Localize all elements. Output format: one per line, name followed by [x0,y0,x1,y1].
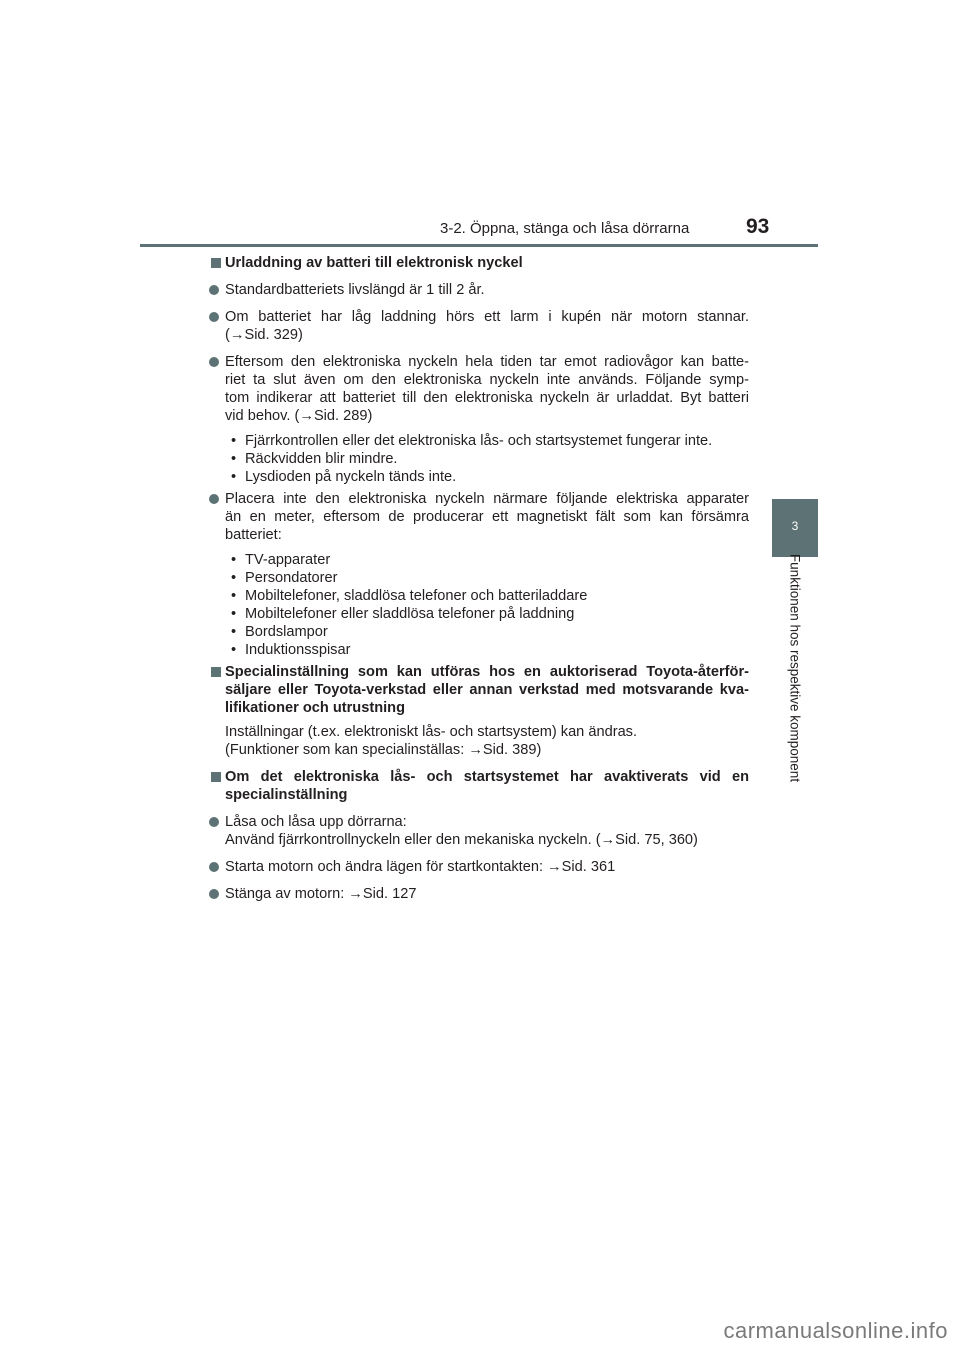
square-bullet-icon [211,667,221,677]
section-heading [209,768,749,804]
bullet-text: Standardbatteriets livslängd är 1 till 2 år. [225,282,485,298]
section-heading-text: Urladdning av batteri till elektronisk nyckel [225,255,523,271]
bullet-text-line: Låsa och låsa upp dörrarna: [225,814,407,830]
bullet-text-line: Använd fjärrkontrollnyckeln eller den mekaniska nyckeln. (→Sid. 75, 360) [225,832,698,848]
round-bullet-icon [209,862,219,872]
device-list [209,551,749,659]
bullet-item [209,490,749,544]
round-bullet-icon [209,817,219,827]
section-heading-line: Specialinställning som kan utföras hos en auktoriserad Toyota-återför- [225,664,749,680]
section-heading-line: Om det elektroniska lås- och startsystemet har avaktiverats vid en [225,769,749,785]
list-item: • Induktionsspisar [231,641,749,659]
list-item: • Mobiltelefoner, sladdlösa telefoner och batteriladdare [231,587,749,605]
page-number: 93 [746,215,770,238]
bullet-item [209,813,749,849]
list-item: • Räckvidden blir mindre. [231,450,749,468]
section-heading [209,254,749,272]
bullet-text: Stänga av motorn: →Sid. 127 [225,886,417,902]
paragraph-line: Inställningar (t.ex. elektroniskt lås- och startsystem) kan ändras. [225,724,638,740]
header-divider [140,244,818,247]
list-item: • Mobiltelefoner eller sladdlösa telefoner på laddning [231,605,749,623]
chapter-number: 3 [791,519,799,533]
list-item: • Persondatorer [231,569,749,587]
list-item: • Fjärrkontrollen eller det elektroniska lås- och startsystemet fungerar inte. [231,432,749,450]
square-bullet-icon [211,772,221,782]
list-item: • Lysdioden på nyckeln tänds inte. [231,468,749,486]
round-bullet-icon [209,285,219,295]
bullet-item [209,858,749,876]
round-bullet-icon [209,312,219,322]
bullet-text-line: batteriet: [225,527,282,543]
list-item: • Bordslampor [231,623,749,641]
square-bullet-icon [211,258,221,268]
bullet-text-line: Placera inte den elektroniska nyckeln närmare följande elektriska apparater [225,491,749,507]
bullet-item [209,308,749,344]
round-bullet-icon [209,494,219,504]
site-watermark: carmanualsonline.info [723,1318,948,1343]
section-heading-line: specialinställning [225,787,348,803]
bullet-text-line: än en meter, eftersom de producerar ett magnetiskt fält som kan försämra [225,509,749,525]
symptom-list [209,432,749,486]
paragraph [209,723,749,759]
bullet-text: Starta motorn och ändra lägen för startkontakten: →Sid. 361 [225,859,616,875]
round-bullet-icon [209,889,219,899]
bullet-text-line: tom indikerar att batteriet till den elektroniska nyckeln är urladdat. Byt batteri [225,390,749,406]
chapter-tab [772,499,818,557]
section-heading-line: säljare eller Toyota-verkstad eller annan verkstad med motsvarande kva- [225,682,749,698]
bullet-text-line: vid behov. (→Sid. 289) [225,408,373,424]
section-heading [209,663,749,717]
section-heading-line: lifikationer och utrustning [225,700,405,716]
header-section-title: 3-2. Öppna, stänga och låsa dörrarna [440,220,690,237]
page-reference: (→Sid. 329) [225,327,303,343]
bullet-item [209,885,749,903]
round-bullet-icon [209,357,219,367]
bullet-item [209,353,749,425]
bullet-text-line: Eftersom den elektroniska nyckeln hela tiden tar emot radiovågor kan batte- [225,354,749,370]
list-item: • TV-apparater [231,551,749,569]
paragraph-line: (Funktioner som kan specialinställas: →Sid. 389) [225,742,542,758]
bullet-item [209,281,749,299]
page-content [209,254,749,912]
bullet-text-line: riet ta slut även om den elektroniska nyckeln inte används. Följande symp- [225,372,749,388]
chapter-label: Funktionen hos respektive komponent [787,553,803,783]
bullet-text-line: Om batteriet har låg laddning hörs ett larm i kupén när motorn stannar. [225,309,749,325]
